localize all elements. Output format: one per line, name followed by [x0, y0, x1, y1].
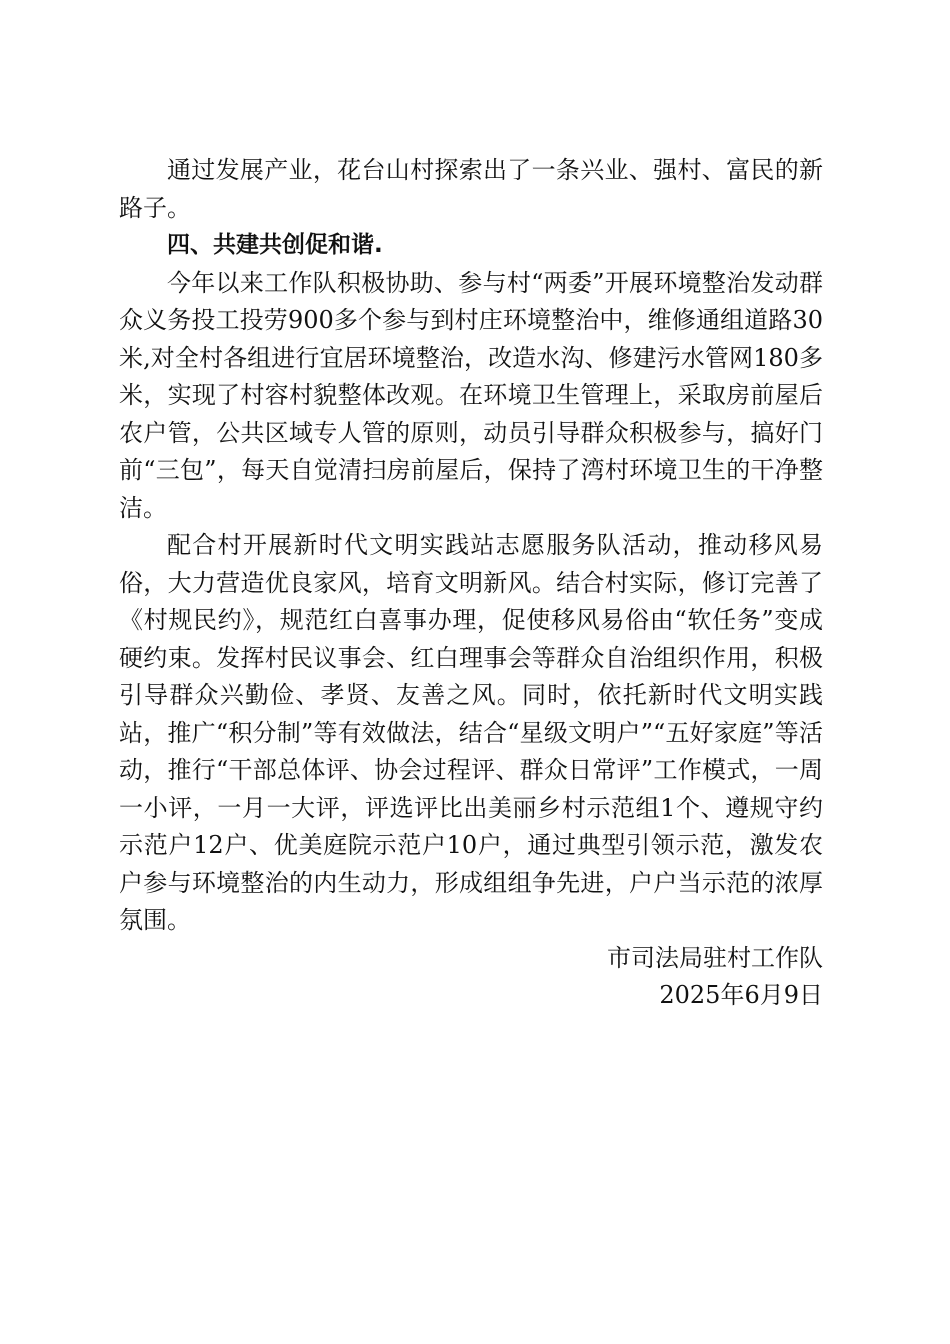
signature-date: 2025年6月9日 [659, 981, 823, 1009]
paragraph-environment: 今年以来工作队积极协助、参与村“两委”开展环境整治发动群众义务投工投劳900多个参与到村庄环境整治中，维修通组道路30米,对全村各组进行宜居环境整治，改造水沟、修建污水管网180多米，实现了村容村貌整体改观。在环境卫生管理上，采取房前屋后农户管，公共区域专人管的原则，动员引导群众积极参与，搞好门前“三包”，每天自觉清扫房前屋后，保持了湾村环境卫生的干净整洁。 [119, 268, 823, 522]
document-body [119, 152, 823, 1015]
paragraph-civilization: 配合村开展新时代文明实践站志愿服务队活动，推动移风易俗，大力营造优良家风，培育文明新风。结合村实际，修订完善了《村规民约》，规范红白喜事办理，促使移风易俗由“软任务”变成硬约束。发挥村民议事会、红白理事会等群众自治组织作用，积极引导群众兴勤俭、孝贤、友善之风。同时，依托新时代文明实践站，推广“积分制”等有效做法，结合“星级文明户”“五好家庭”等活动，推行“干部总体评、协会过程评、群众日常评”工作模式，一周一小评，一月一大评，评选评比出美丽乡村示范组1个、遵规守约示范户12户、优美庭院示范户10户，通过典型引领示范，激发农户参与环境整治的内生动力，形成组组争先进，户户当示范的浓厚氛围。 [119, 531, 823, 934]
signature-organization: 市司法局驻村工作队 [607, 943, 823, 972]
section-heading: 四、共建共创促和谐. [167, 232, 383, 258]
paragraph-industry-conclusion: 通过发展产业，花台山村探索出了一条兴业、强村、富民的新路子。 [119, 156, 823, 222]
